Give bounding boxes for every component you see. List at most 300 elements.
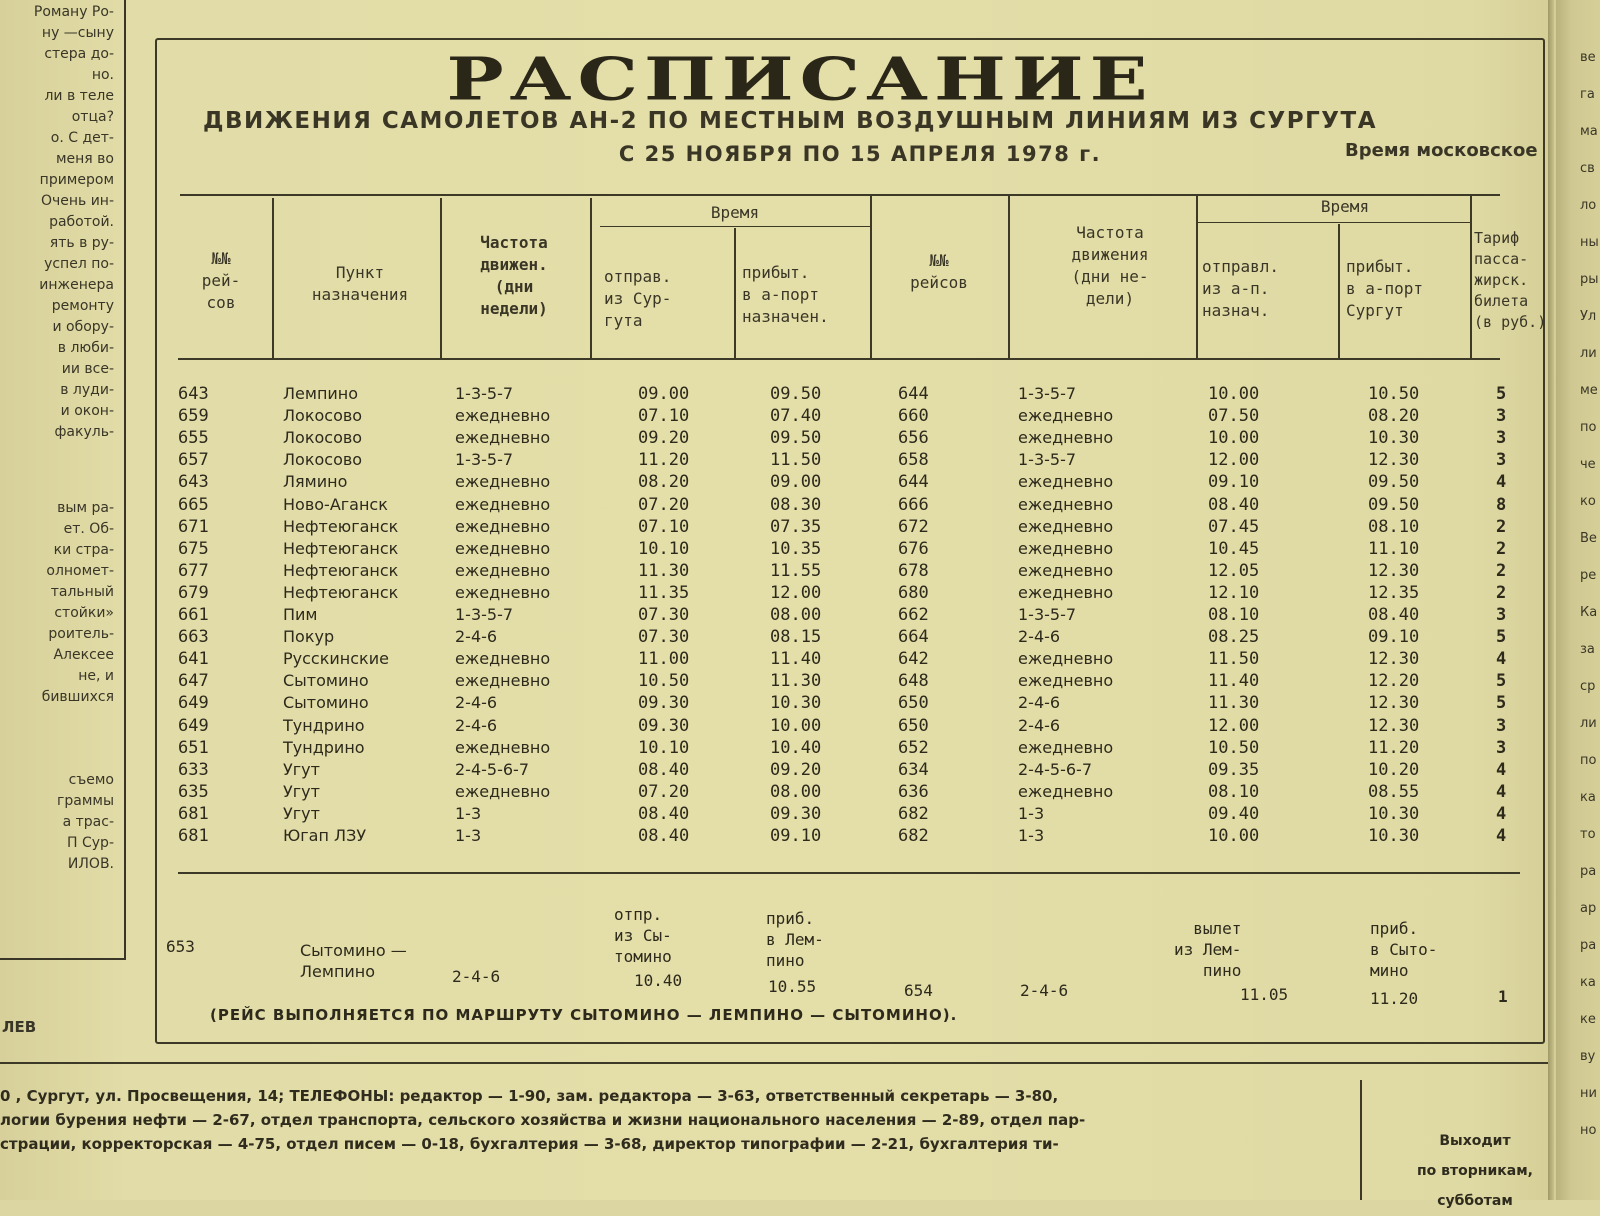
table-row	[0, 738, 1600, 760]
left-column-line: в луди-	[60, 382, 114, 398]
right-column-fragment: ве	[1580, 50, 1596, 65]
fare: 4	[1496, 759, 1507, 780]
left-column-line: ии все-	[61, 361, 114, 377]
return-arrival-time: 08.40	[1368, 605, 1420, 625]
special-return-departure-label: вылет из Лем- пино	[1174, 919, 1242, 980]
special-departure-time: 10.40	[634, 971, 683, 990]
return-flight-number: 682	[898, 803, 929, 824]
col-divider-2	[440, 198, 442, 358]
right-column-fragment: ры	[1580, 272, 1599, 287]
frequency: ежедневно	[455, 671, 551, 691]
table-row	[0, 384, 1600, 406]
arrival-time: 10.40	[770, 737, 822, 758]
left-column-line: успел по-	[44, 256, 114, 272]
right-column-fragment: ср	[1580, 679, 1596, 694]
return-flight-number: 672	[898, 516, 929, 537]
departure-time: 10.50	[638, 671, 690, 692]
departure-time: 10.10	[638, 737, 690, 758]
destination: Лемпино	[283, 384, 359, 403]
right-column-fragment: Ве	[1580, 531, 1597, 546]
special-return-arrival-time: 11.20	[1370, 989, 1419, 1008]
arrival-time: 12.00	[770, 582, 822, 603]
return-flight-number: 666	[898, 494, 929, 515]
footer-rule	[0, 1062, 1548, 1064]
arrival-time: 08.30	[770, 494, 822, 515]
arrival-time: 11.40	[770, 649, 822, 670]
arrival-time: 09.20	[770, 759, 822, 780]
right-column-fragment: ли	[1580, 716, 1597, 731]
table-row	[0, 472, 1600, 494]
header-return-flight-number: №№ рейсов	[910, 251, 968, 292]
arrival-time: 11.55	[770, 560, 822, 581]
publication-line-3: субботам	[1437, 1193, 1513, 1209]
frequency: ежедневно	[455, 516, 551, 536]
left-column-line: бившихся	[41, 689, 114, 705]
fare: 3	[1496, 406, 1507, 427]
arrival-time: 08.15	[770, 627, 822, 648]
flight-number: 671	[178, 516, 209, 537]
col-divider-6	[1008, 196, 1010, 358]
return-arrival-time: 08.55	[1368, 781, 1420, 802]
frequency: 2-4-6	[455, 693, 498, 713]
special-fare: 1	[1498, 987, 1508, 1006]
table-row	[0, 517, 1600, 539]
flight-number: 643	[178, 472, 209, 493]
return-frequency: ежедневно	[1018, 781, 1114, 801]
right-column-fragment: че	[1580, 457, 1596, 472]
departure-time: 08.40	[638, 803, 690, 824]
time-group-rule-right	[1196, 222, 1472, 223]
return-frequency: ежедневно	[1018, 560, 1114, 580]
return-flight-number: 652	[898, 737, 929, 758]
departure-time: 07.20	[638, 494, 690, 515]
special-arrival-label: приб. в Лем- пино	[766, 909, 824, 970]
flight-number: 647	[178, 671, 209, 692]
departure-time: 08.40	[638, 759, 690, 780]
right-column-fragment: по	[1580, 753, 1597, 768]
left-column-line: и обору-	[52, 319, 114, 335]
return-frequency: 1-3-5-7	[1018, 384, 1077, 403]
destination: Локосово	[283, 406, 363, 426]
return-departure-time: 08.40	[1208, 494, 1260, 515]
table-row	[0, 539, 1600, 561]
return-departure-time: 10.50	[1208, 737, 1260, 758]
return-frequency: 2-4-6	[1018, 715, 1061, 735]
return-flight-number: 662	[898, 605, 929, 625]
destination: Югап ЛЗУ	[283, 826, 367, 845]
return-arrival-time: 12.35	[1368, 582, 1420, 603]
left-column-line: в люби-	[57, 340, 114, 356]
left-column-line: ремонту	[51, 298, 114, 314]
right-column-fragment: ко	[1580, 494, 1596, 509]
return-frequency: 2-4-6	[1018, 693, 1061, 713]
return-arrival-time: 09.50	[1368, 494, 1420, 515]
header-destination: Пункт назначения	[311, 263, 409, 304]
destination: Нефтеюганск	[283, 582, 399, 602]
special-return-arrival-label: приб. в Сыто- мино	[1370, 919, 1438, 980]
col-divider-1	[272, 198, 274, 358]
left-column-line: отца?	[71, 109, 114, 125]
return-departure-time: 10.45	[1208, 538, 1260, 559]
return-flight-number: 656	[898, 428, 929, 449]
flight-number: 649	[178, 715, 209, 736]
return-flight-number: 676	[898, 538, 929, 559]
time-group-rule-left	[600, 226, 870, 227]
fare: 4	[1496, 826, 1507, 846]
arrival-time: 11.30	[770, 671, 822, 692]
destination: Покур	[283, 627, 335, 647]
right-column-fragment: по	[1580, 420, 1597, 435]
departure-time: 07.30	[638, 627, 690, 648]
return-frequency: 2-4-5-6-7	[1018, 759, 1092, 779]
return-frequency: ежедневно	[1018, 649, 1114, 669]
arrival-time: 09.00	[770, 472, 822, 493]
left-column-line: инженера	[39, 277, 114, 293]
left-column-line: съемо	[68, 772, 114, 788]
right-column-fragment: ны	[1580, 235, 1599, 250]
arrival-time: 07.40	[770, 406, 822, 427]
return-arrival-time: 12.30	[1368, 715, 1420, 736]
return-frequency: ежедневно	[1018, 472, 1114, 492]
return-flight-number: 636	[898, 781, 929, 802]
return-arrival-time: 10.30	[1368, 826, 1420, 846]
return-departure-time: 11.30	[1208, 693, 1260, 714]
departure-time: 07.10	[638, 406, 690, 427]
flight-number: 681	[178, 803, 209, 824]
frequency: ежедневно	[455, 582, 551, 602]
return-flight-number: 644	[898, 472, 929, 493]
table-row	[0, 782, 1600, 804]
special-flight-number: 653	[166, 937, 195, 956]
frequency: ежедневно	[455, 737, 551, 757]
left-column-line: Роману Ро-	[33, 4, 114, 20]
return-departure-time: 11.50	[1208, 649, 1260, 670]
frequency: 2-4-6	[455, 715, 498, 735]
right-column-fragment: га	[1580, 87, 1595, 102]
table-row	[0, 561, 1600, 583]
return-departure-time: 12.00	[1208, 715, 1260, 736]
return-arrival-time: 10.20	[1368, 759, 1420, 780]
destination: Угут	[283, 803, 320, 823]
right-column-fragment: ли	[1580, 346, 1597, 361]
header-return-frequency: Частота движения (дни не- дели)	[1071, 223, 1149, 308]
left-column-line: ет. Об-	[63, 521, 114, 537]
destination: Русскинские	[283, 649, 389, 669]
table-row	[0, 450, 1600, 472]
left-column-bottom-rule	[0, 958, 124, 960]
left-column-line: примером	[39, 172, 114, 188]
destination: Локосово	[283, 428, 363, 448]
frequency: 1-3	[455, 826, 482, 845]
left-column-line: ять в ру-	[49, 235, 114, 251]
destination: Угут	[283, 781, 320, 801]
arrival-time: 07.35	[770, 516, 822, 537]
return-departure-time: 12.05	[1208, 560, 1260, 581]
table-row	[0, 583, 1600, 605]
fare: 4	[1496, 781, 1507, 802]
header-time-group: Время	[710, 203, 760, 222]
right-column-fragment: Ул	[1580, 309, 1597, 324]
arrival-time: 09.50	[770, 384, 822, 404]
table-row	[0, 760, 1600, 782]
return-flight-number: 650	[898, 693, 929, 714]
publication-line-2: по вторникам,	[1417, 1163, 1533, 1179]
frequency: 1-3-5-7	[455, 605, 514, 624]
schedule-title: РАСПИСАНИЕ	[446, 44, 1154, 114]
table-row	[0, 428, 1600, 450]
frequency: ежедневно	[455, 649, 551, 669]
col-divider-7	[1196, 196, 1198, 358]
departure-time: 08.40	[638, 826, 690, 846]
table-row	[0, 804, 1600, 826]
arrival-time: 08.00	[770, 781, 822, 802]
return-arrival-time: 10.30	[1368, 803, 1420, 824]
departure-time: 08.20	[638, 472, 690, 493]
right-column-fragment: св	[1580, 161, 1595, 176]
table-row	[0, 627, 1600, 649]
right-column-fragment: за	[1580, 642, 1595, 657]
right-column-fragment: ка	[1580, 975, 1596, 990]
destination: Сытомино	[283, 693, 369, 713]
flight-number: 681	[178, 826, 209, 846]
header-return-departure: отправл. из а-п. назнач.	[1202, 257, 1280, 320]
special-route: Сытомино — Лемпино	[300, 941, 407, 981]
special-departure-label: отпр. из Сы- томино	[614, 905, 672, 966]
flight-number: 655	[178, 428, 209, 449]
return-arrival-time: 11.10	[1368, 538, 1420, 559]
header-return-arrival: прибыт. в а-порт Сургут	[1346, 257, 1424, 320]
flight-number: 651	[178, 737, 209, 758]
fare: 4	[1496, 649, 1507, 670]
arrival-time: 08.00	[770, 605, 822, 625]
return-departure-time: 12.10	[1208, 582, 1260, 603]
header-fare: Тариф пасса- жирск. билета (в руб.)	[1474, 229, 1547, 331]
right-column-fragment: ре	[1580, 568, 1597, 583]
footer-line-1: 0 , Сургут, ул. Просвещения, 14; ТЕЛЕФОНЫ: редактор — 1-90, зам. редактора — 3-63, ответственный секретарь — 3-80,	[0, 1087, 1059, 1105]
col-divider-9	[1470, 196, 1472, 358]
flight-number: 665	[178, 494, 209, 515]
fare: 3	[1496, 605, 1507, 625]
left-column-line: работой.	[49, 214, 114, 230]
right-column-fragment: ра	[1580, 864, 1597, 879]
special-route-note: (РЕЙС ВЫПОЛНЯЕТСЯ ПО МАРШРУТУ СЫТОМИНО — ЛЕМПИНО — СЫТОМИНО).	[210, 1006, 958, 1024]
destination: Нефтеюганск	[283, 560, 399, 580]
left-column-signature: ЛЕВ	[2, 1018, 37, 1036]
arrival-time: 11.50	[770, 450, 822, 471]
return-flight-number: 678	[898, 560, 929, 581]
table-row	[0, 671, 1600, 693]
special-frequency: 2-4-6	[452, 967, 501, 986]
fare: 5	[1496, 671, 1507, 692]
schedule-subtitle: ДВИЖЕНИЯ САМОЛЕТОВ АН-2 ПО МЕСТНЫМ ВОЗДУШНЫМ ЛИНИЯМ ИЗ СУРГУТА	[202, 108, 1378, 134]
return-arrival-time: 12.30	[1368, 649, 1420, 670]
left-column-line: но.	[91, 67, 114, 83]
fare: 3	[1496, 450, 1507, 471]
footer-line-3: страции, корректорская — 4-75, отдел писем — 0-18, бухгалтерия — 3-68, директор типографии — 2-21, бухгалтерия ти-	[0, 1135, 1059, 1153]
footer-line-2: логии бурения нефти — 2-67, отдел транспорта, сельского хозяйства и жизни национального населения — 2-89, отдел пар-	[0, 1111, 1086, 1129]
return-departure-time: 08.10	[1208, 781, 1260, 802]
table-row	[0, 716, 1600, 738]
flight-number: 657	[178, 450, 209, 471]
imprint-footer	[0, 1084, 1340, 1156]
fare: 5	[1496, 384, 1507, 404]
col-divider-8	[1338, 224, 1340, 358]
destination: Угут	[283, 759, 320, 779]
frequency: ежедневно	[455, 781, 551, 801]
return-departure-time: 10.00	[1208, 428, 1260, 449]
right-column-fragment: ра	[1580, 938, 1597, 953]
return-departure-time: 12.00	[1208, 450, 1260, 471]
left-column-line: ки стра-	[53, 542, 114, 558]
return-departure-time: 07.50	[1208, 406, 1260, 427]
return-flight-number: 680	[898, 582, 929, 603]
return-departure-time: 08.10	[1208, 605, 1260, 625]
frequency: 1-3-5-7	[455, 450, 514, 470]
header-arrival: прибыт. в а-порт назначен.	[742, 263, 829, 326]
frequency: ежедневно	[455, 560, 551, 580]
return-arrival-time: 08.20	[1368, 406, 1420, 427]
table-row	[0, 649, 1600, 671]
header-frequency: Частота движен. (дни недели)	[480, 233, 548, 318]
left-column-line: ли в теле	[44, 88, 114, 104]
return-arrival-time: 12.20	[1368, 671, 1420, 692]
flight-number: 675	[178, 538, 209, 559]
return-frequency: 1-3-5-7	[1018, 450, 1077, 470]
left-column-line: олномет-	[46, 563, 114, 579]
return-departure-time: 11.40	[1208, 671, 1260, 692]
fare: 3	[1496, 737, 1507, 758]
left-column-line: и окон-	[60, 403, 114, 419]
table-row	[0, 826, 1600, 848]
left-column-line: а трас-	[62, 814, 114, 830]
timezone-note: Время московское	[1345, 140, 1538, 161]
return-flight-number: 634	[898, 759, 929, 780]
right-column-fragment: ка	[1580, 790, 1596, 805]
fare: 5	[1496, 693, 1507, 714]
frequency: ежедневно	[455, 494, 551, 514]
header-return-time-group: Время	[1320, 197, 1370, 216]
return-frequency: ежедневно	[1018, 737, 1114, 757]
schedule-period: С 25 НОЯБРЯ ПО 15 АПРЕЛЯ 1978 г.	[618, 142, 1102, 166]
left-column-line: Очень ин-	[40, 193, 114, 209]
frequency: ежедневно	[455, 406, 551, 426]
departure-time: 09.30	[638, 693, 690, 714]
left-column-line: П Сур-	[67, 835, 114, 851]
return-frequency: 1-3-5-7	[1018, 605, 1077, 624]
left-column-line: ну —сыну	[41, 25, 114, 41]
return-frequency: ежедневно	[1018, 516, 1114, 536]
flight-number: 679	[178, 582, 209, 603]
flight-number: 633	[178, 759, 209, 780]
left-column-line: стойки»	[54, 605, 114, 621]
flight-number: 635	[178, 781, 209, 802]
return-arrival-time: 09.10	[1368, 627, 1420, 648]
return-frequency: ежедневно	[1018, 428, 1114, 448]
fare: 4	[1496, 472, 1507, 493]
flight-number: 649	[178, 693, 209, 714]
arrival-time: 10.00	[770, 715, 822, 736]
special-return-flight-number: 654	[904, 981, 933, 1000]
return-arrival-time: 08.10	[1368, 516, 1420, 537]
destination: Локосово	[283, 450, 363, 470]
destination: Тундрино	[283, 737, 365, 757]
arrival-time: 10.35	[770, 538, 822, 559]
right-column-fragment: ме	[1580, 383, 1598, 398]
col-divider-5	[870, 196, 872, 358]
special-return-departure-time: 11.05	[1240, 985, 1289, 1004]
return-frequency: 2-4-6	[1018, 627, 1061, 647]
left-column-line: Алексее	[53, 647, 114, 663]
return-frequency: ежедневно	[1018, 671, 1114, 691]
departure-time: 07.10	[638, 516, 690, 537]
table-row	[0, 495, 1600, 517]
frequency: ежедневно	[455, 538, 551, 558]
right-column-fragment: ву	[1580, 1049, 1596, 1064]
fare: 2	[1496, 516, 1507, 537]
destination: Сытомино	[283, 671, 369, 691]
left-column-line: стера до-	[44, 46, 114, 62]
left-column-line: о. С дет-	[50, 130, 114, 146]
return-flight-number: 664	[898, 627, 929, 648]
departure-time: 11.35	[638, 582, 690, 603]
return-frequency: 1-3	[1018, 826, 1045, 845]
destination: Пим	[283, 605, 318, 624]
flight-number: 677	[178, 560, 209, 581]
return-departure-time: 07.45	[1208, 516, 1260, 537]
return-frequency: ежедневно	[1018, 538, 1114, 558]
flight-number: 659	[178, 406, 209, 427]
departure-time: 09.20	[638, 428, 690, 449]
return-flight-number: 682	[898, 826, 929, 846]
right-column-fragment: ма	[1580, 124, 1598, 139]
return-frequency: ежедневно	[1018, 406, 1114, 426]
destination: Ново-Аганск	[283, 494, 388, 514]
return-arrival-time: 10.30	[1368, 428, 1420, 449]
left-column-line: ИЛОВ.	[67, 856, 114, 872]
fare: 2	[1496, 582, 1507, 603]
return-frequency: ежедневно	[1018, 494, 1114, 514]
return-departure-time: 08.25	[1208, 627, 1260, 648]
departure-time: 10.10	[638, 538, 690, 559]
frequency: ежедневно	[455, 472, 551, 492]
table-header-rule	[178, 358, 1500, 360]
left-column-line: вым ра-	[57, 500, 114, 516]
special-return-frequency: 2-4-6	[1020, 981, 1069, 1000]
return-departure-time: 09.35	[1208, 759, 1260, 780]
return-arrival-time: 12.30	[1368, 560, 1420, 581]
publication-schedule	[1400, 1126, 1550, 1216]
flight-number: 641	[178, 649, 209, 670]
departure-time: 11.20	[638, 450, 690, 471]
table-bottom-rule	[178, 872, 1520, 874]
return-flight-number: 658	[898, 450, 929, 471]
left-column-line: тальный	[50, 584, 114, 600]
fare: 8	[1496, 494, 1507, 515]
arrival-time: 10.30	[770, 693, 822, 714]
frequency: 2-4-6	[455, 627, 498, 647]
header-departure: отправ. из Сур- гута	[604, 267, 672, 330]
arrival-time: 09.10	[770, 826, 822, 846]
return-frequency: 1-3	[1018, 803, 1045, 823]
right-column-fragment: ар	[1580, 901, 1597, 916]
return-arrival-time: 12.30	[1368, 450, 1420, 471]
col-divider-4	[734, 228, 736, 358]
right-column-fragment: ке	[1580, 1012, 1596, 1027]
left-column-line: не, и	[78, 668, 114, 684]
left-column-line: факуль-	[54, 424, 114, 440]
frequency: 1-3	[455, 803, 482, 823]
arrival-time: 09.50	[770, 428, 822, 449]
